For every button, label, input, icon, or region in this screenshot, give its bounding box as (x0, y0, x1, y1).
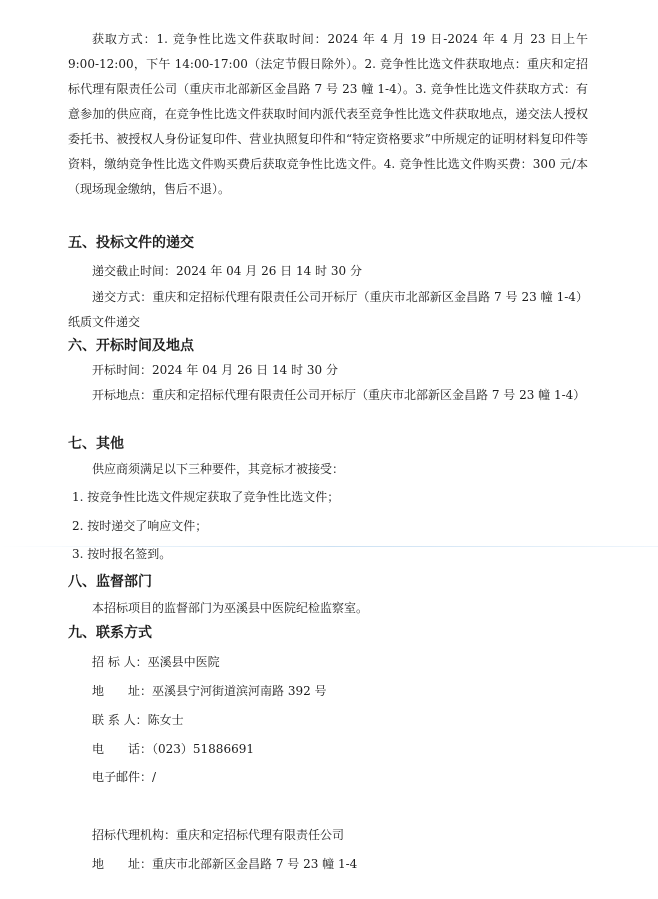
agency-line: 招标代理机构：重庆和定招标代理有限责任公司 (92, 828, 345, 842)
phone-line: 电 话：（023）51886691 (92, 742, 254, 756)
submission-deadline: 递交截止时间：2024 年 04 月 26 日 14 时 30 分 (92, 264, 362, 278)
section-8-title: 八、监督部门 (68, 574, 152, 590)
section-5-title: 五、投标文件的递交 (68, 235, 194, 251)
opening-time: 开标时间：2024 年 04 月 26 日 14 时 30 分 (92, 363, 338, 377)
requirement-item: 3. 按时报名签到。 (72, 547, 172, 561)
section-9-title: 九、联系方式 (68, 625, 152, 641)
requirement-item: 1. 按竞争性比选文件规定获取了竞争性比选文件； (72, 490, 340, 504)
email-line: 电子邮件：/ (92, 770, 157, 784)
submission-method: 递交方式：重庆和定招标代理有限责任公司开标厅（重庆市北部新区金昌路 7 号 23 幢 1-4）纸质文件递交 (68, 290, 588, 329)
opening-place: 开标地点：重庆和定招标代理有限责任公司开标厅（重庆市北部新区金昌路 7 号 23 幢 1-4） (92, 388, 586, 402)
requirements-intro: 供应商须满足以下三种要件，其竞标才被接受： (92, 462, 345, 476)
tenderer-line: 招 标 人：巫溪县中医院 (92, 655, 220, 669)
supervision-text: 本招标项目的监督部门为巫溪县中医院纪检监察室。 (92, 601, 369, 615)
requirement-item: 2. 按时递交了响应文件； (72, 519, 208, 533)
section-6-title: 六、开标时间及地点 (68, 338, 194, 354)
acquisition-method-paragraph: 获取方式：1. 竞争性比选文件获取时间：2024 年 4 月 19 日-2024 年 4 月 23 日上午 9:00-12:00，下午 14:00-17:00（法定节假日除外）。2. 竞争性比选文件获取地点：重庆和定招标代理有限责任公司（重庆市北部新区金昌路 7 号 23 幢 1-4）。3. 竞争性比选文件获取方式：有意参加的供应商，在竞争性比选文件获取时间内派代表至竞争性比选文件获取地点，递交法人授权委托书、被授权人身份证复印件、营业执照复印件和“特定资格要求”中所规定的证明材料复印件等资料，缴纳竞争性比选文件购买费后获取竞争性比选文件。4. 竞争性比选文件购买费：300 元/本（现场现金缴纳，售后不退）。 (68, 32, 588, 196)
agency-address-line: 地 址：重庆市北部新区金昌路 7 号 23 幢 1-4 (92, 857, 358, 871)
address-line: 地 址：巫溪县宁河街道滨河南路 392 号 (92, 684, 327, 698)
section-7-title: 七、其他 (68, 436, 124, 452)
contact-person-line: 联 系 人：陈女士 (92, 713, 184, 727)
